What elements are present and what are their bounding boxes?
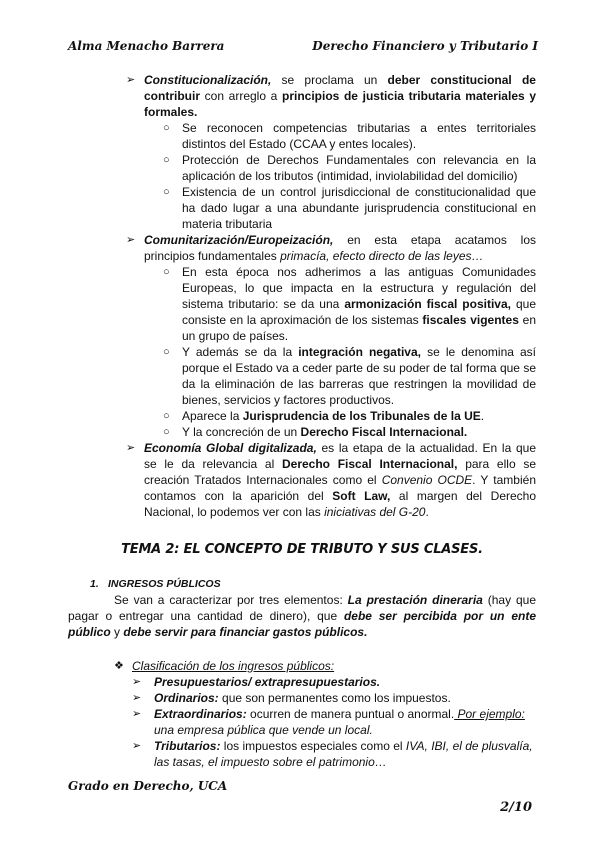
circle-bullet-icon: ○ <box>163 266 170 278</box>
footer-text: Grado en Derecho, UCA <box>68 779 228 793</box>
section-heading: 1. INGRESOS PÚBLICOS <box>90 578 221 590</box>
page-number: 2/10 <box>500 800 532 815</box>
circle-bullet-icon: ○ <box>163 346 170 358</box>
bullet-economia-global: ➢ Economía Global digitalizada, es la etapa de la actualidad. En la que se le da relevancia al Derecho Fiscal Internacional, para ello se creación Tratados Internacionales como el Convenio OCDE. Y también contamos con la aparición del Soft Law, al margen del Derecho Nacional, lo podemos ver con las iniciativas del G-20. <box>126 441 537 519</box>
arrow-bullet-icon: ➢ <box>126 74 136 86</box>
arrow-bullet-icon: ➢ <box>132 740 142 752</box>
circle-bullet-icon: ○ <box>163 154 170 166</box>
class-item: ➢ Extraordinarios: ocurren de manera puntual o anormal. Por ejemplo: una empresa pública que vende un local. <box>132 707 525 737</box>
arrow-bullet-icon: ➢ <box>132 692 142 704</box>
circle-bullet-icon: ○ <box>163 410 170 422</box>
classification-heading: ❖ Clasificación de los ingresos públicos: <box>114 659 335 673</box>
sub-bullet: ○ Se reconocen competencias tributarias a entes territoriales distintos del Estado (CCAA y entes locales). <box>163 121 536 151</box>
arrow-bullet-icon: ➢ <box>132 708 142 720</box>
class-item: ➢ Presupuestarios/ extrapresupuestarios. <box>132 675 381 689</box>
class-item: ➢ Ordinarios: que son permanentes como los impuestos. <box>132 691 451 705</box>
arrow-bullet-icon: ➢ <box>126 234 136 246</box>
circle-bullet-icon: ○ <box>163 186 170 198</box>
arrow-bullet-icon: ➢ <box>132 676 142 688</box>
sub-bullet: ○ En esta época nos adherimos a las antiguas Comunidades Europeas, lo que impacta en la estructura y regulación del sistema tributario: se da una armonización fiscal positiva, que consiste en la aproximación de los sistemas fiscales vigentes en un grupo de países. <box>163 265 537 343</box>
arrow-bullet-icon: ➢ <box>126 442 136 454</box>
sub-bullet: ○ Protección de Derechos Fundamentales con relevancia en la aplicación de los tributos (intimidad, inviolabilidad del domicilio) <box>163 153 536 183</box>
bullet-constitucionalizacion: ➢ Constitucionalización, se proclama un deber constitucional de contribuir con arreglo a principios de justicia tributaria materiales y formales. <box>126 73 536 119</box>
bullet-comunitarizacion: ➢ Comunitarización/Europeización, en esta etapa acatamos los principios fundamentales primacía, efecto directo de las leyes… <box>126 233 536 263</box>
header-subject: Derecho Financiero y Tributario I <box>312 39 538 53</box>
circle-bullet-icon: ○ <box>163 426 170 438</box>
sub-bullet: ○ Aparece la Jurisprudencia de los Tribunales de la UE. <box>163 409 485 423</box>
document-body <box>68 72 536 770</box>
sub-bullet: ○ Y además se da la integración negativa, se le denomina así porque el Estado va a ceder parte de su poder de tal forma que se da la eliminación de las barreras que restringen la movilidad de bienes, servicios y factores productivos. <box>163 345 537 407</box>
circle-bullet-icon: ○ <box>163 122 170 134</box>
sub-bullet: ○ Y la concreción de un Derecho Fiscal Internacional. <box>163 425 468 439</box>
sub-bullet: ○ Existencia de un control jurisdiccional de constitucionalidad que ha dado lugar a una abundante jurisprudencia constitucional en materia tributaria <box>163 185 536 231</box>
diamond-bullet-icon: ❖ <box>114 660 124 672</box>
header-author: Alma Menacho Barrera <box>68 39 225 53</box>
chapter-title: TEMA 2: EL CONCEPTO DE TRIBUTO Y SUS CLASES. <box>121 542 483 557</box>
class-item: ➢ Tributarios: los impuestos especiales como el IVA, IBI, el de plusvalía, las tasas, el impuesto sobre el patrimonio… <box>132 739 533 769</box>
intro-paragraph: Se van a caracterizar por tres elementos: La prestación dineraria (hay que pagar o entregar una cantidad de dinero), que debe ser percibida por un ente público y debe servir para financiar gastos públicos. <box>68 593 536 639</box>
